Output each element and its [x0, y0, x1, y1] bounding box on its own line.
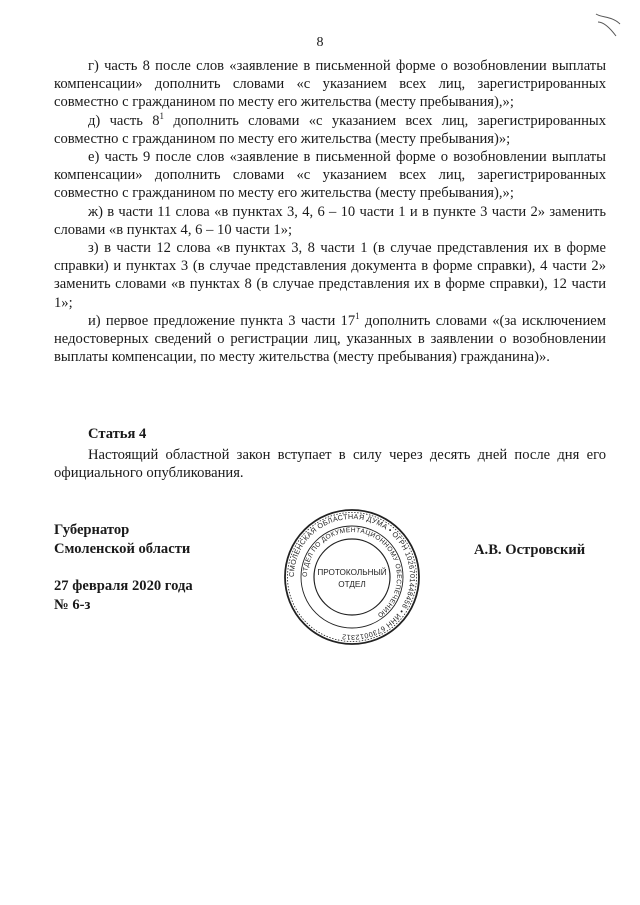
amendment-item-zh: ж) в части 11 слова «в пунктах 3, 4, 6 – 10 части 1 и в пункте 3 части 2» заменить словами «в пунктах 4, 6 – 10 части 1»;: [54, 203, 606, 238]
article-title: Статья 4: [88, 426, 147, 442]
article-text: Настоящий областной закон вступает в силу через десять дней после дня его официального опубликования.: [54, 447, 606, 482]
page-number: 8: [316, 35, 324, 50]
signing-date: 27 февраля 2020 года: [54, 578, 193, 594]
seal-outer-text: СМОЛЕНСКАЯ ОБЛАСТНАЯ ДУМА • ОГРН 1026701448458 • ИНН 6730012312: [286, 511, 418, 643]
amendment-item-g: г) часть 8 после слов «заявление в письменной форме о возобновлении выплаты компенсации» дополнить словами «с указанием всех лиц, зарегистрированных совместно с гражданином по месту его жительства (месту пребывания),»;: [54, 58, 606, 111]
law-number: № 6-з: [54, 597, 91, 613]
seal-center-line-2: ОТДЕЛ: [338, 580, 366, 589]
amendment-item-i: и) первое предложение пункта 3 части $17^1$ дополнить словами «(за исключением недостоверных сведений о регистрации лиц, указанных в заявлении о возобновлении выплаты компенсации, по месту жительства (месту пребывания) гражданина)».: [54, 310, 607, 366]
amendment-item-z: з) в части 12 слова «в пунктах 3, 8 части 1 (в случае представления их в форме справки) и пунктах 3 (в случае представления документа в форме справки), 4 части 2» заменить словами «в пунктах 8 (в случае представления их в форме справки), 12 части 1»;: [54, 240, 606, 311]
position-line-1: Губернатор: [54, 522, 130, 538]
signatory-position: [54, 521, 190, 559]
signatory-name: А.В. Островский: [474, 542, 586, 558]
position-line-2: Смоленской области: [54, 541, 191, 557]
amendment-item-e: е) часть 9 после слов «заявление в письменной форме о возобновлении выплаты компенсации» дополнить словами «с указанием всех лиц, зарегистрированных совместно с гражданином по месту его жительства (месту пребывания),»;: [54, 149, 606, 202]
seal-inner-text: ОТДЕЛ ПО ДОКУМЕНТАЦИОННОМУ ОБЕСПЕЧЕНИЮ: [301, 526, 403, 619]
seal-center-line-1: ПРОТОКОЛЬНЫЙ: [317, 568, 387, 577]
scan-mark: [590, 10, 630, 50]
signing-date-block: [54, 577, 193, 615]
amendments-list: [54, 57, 606, 366]
amendment-item-d: д) часть $8^1$ дополнить словами «с указанием всех лиц, зарегистрированных совместно с гражданином по месту его жительства (месту пребывания)»;: [54, 110, 606, 147]
official-seal: [283, 508, 421, 646]
